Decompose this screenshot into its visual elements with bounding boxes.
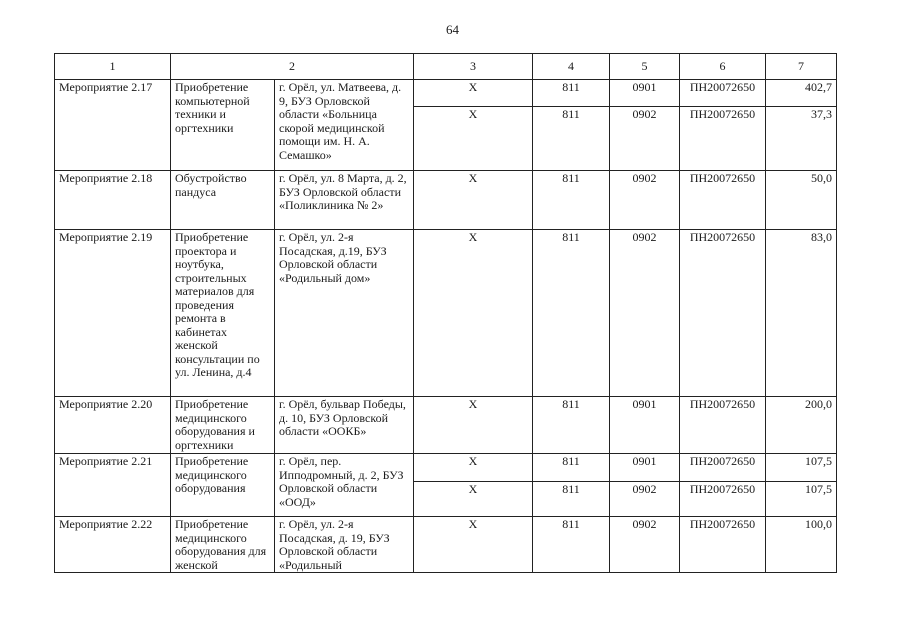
section-cell: 0901	[610, 454, 680, 482]
x-cell: Х	[414, 80, 533, 107]
target-cell: ПН20072650	[680, 80, 766, 107]
x-cell: Х	[414, 482, 533, 517]
col-header-2: 2	[171, 54, 414, 80]
col-header-6: 6	[680, 54, 766, 80]
col-header-5: 5	[610, 54, 680, 80]
section-cell: 0902	[610, 517, 680, 573]
event-cell: Мероприятие 2.20	[55, 397, 171, 454]
budget-table	[54, 53, 837, 573]
description-cell: Обустройство пандуса	[171, 171, 275, 230]
section-cell: 0902	[610, 230, 680, 397]
code-cell: 811	[533, 454, 610, 482]
location-cell: г. Орёл, пер. Ипподромный, д. 2, БУЗ Орловской области «ООД»	[275, 454, 414, 517]
table-row	[55, 171, 837, 230]
code-cell: 811	[533, 107, 610, 171]
target-cell: ПН20072650	[680, 171, 766, 230]
description-cell: Приобретение медицинского оборудования и оргтехники	[171, 397, 275, 454]
location-cell: г. Орёл, ул. 8 Марта, д. 2, БУЗ Орловской области «Поликлиника № 2»	[275, 171, 414, 230]
col-header-1: 1	[55, 54, 171, 80]
sum-cell: 83,0	[766, 230, 837, 397]
table-row	[55, 397, 837, 454]
description-cell: Приобретение медицинского оборудования	[171, 454, 275, 517]
location-cell: г. Орёл, ул. 2-я Посадская, д. 19, БУЗ Орловской области «Родильный	[275, 517, 414, 573]
x-cell: Х	[414, 171, 533, 230]
section-cell: 0902	[610, 107, 680, 171]
table-row	[55, 517, 837, 573]
header-row	[55, 54, 837, 80]
code-cell: 811	[533, 80, 610, 107]
location-cell: г. Орёл, ул. Матвеева, д. 9, БУЗ Орловской области «Больница скорой медицинской помощи им. Н. А. Семашко»	[275, 80, 414, 171]
sum-cell: 50,0	[766, 171, 837, 230]
target-cell: ПН20072650	[680, 230, 766, 397]
event-cell: Мероприятие 2.17	[55, 80, 171, 171]
section-cell: 0902	[610, 171, 680, 230]
page-number: 64	[446, 22, 459, 37]
location-cell: г. Орёл, бульвар Победы, д. 10, БУЗ Орловской области «ООКБ»	[275, 397, 414, 454]
event-cell: Мероприятие 2.19	[55, 230, 171, 397]
table-row	[55, 454, 837, 482]
section-cell: 0901	[610, 80, 680, 107]
x-cell: Х	[414, 454, 533, 482]
event-cell: Мероприятие 2.22	[55, 517, 171, 573]
table-row	[55, 230, 837, 397]
description-cell: Приобретение компьютерной техники и оргтехники	[171, 80, 275, 171]
sum-cell: 107,5	[766, 454, 837, 482]
sum-cell: 37,3	[766, 107, 837, 171]
x-cell: Х	[414, 397, 533, 454]
code-cell: 811	[533, 482, 610, 517]
code-cell: 811	[533, 171, 610, 230]
sum-cell: 107,5	[766, 482, 837, 517]
description-cell: Приобретение проектора и ноутбука, строительных материалов для проведения ремонта в кабинетах женской консультации по ул. Ленина, д.4	[171, 230, 275, 397]
event-cell: Мероприятие 2.18	[55, 171, 171, 230]
target-cell: ПН20072650	[680, 454, 766, 482]
target-cell: ПН20072650	[680, 397, 766, 454]
table-row	[55, 80, 837, 107]
sum-cell: 402,7	[766, 80, 837, 107]
code-cell: 811	[533, 517, 610, 573]
sum-cell: 100,0	[766, 517, 837, 573]
target-cell: ПН20072650	[680, 107, 766, 171]
x-cell: Х	[414, 517, 533, 573]
sum-cell: 200,0	[766, 397, 837, 454]
target-cell: ПН20072650	[680, 482, 766, 517]
col-header-4: 4	[533, 54, 610, 80]
section-cell: 0902	[610, 482, 680, 517]
description-cell: Приобретение медицинского оборудования для женской	[171, 517, 275, 573]
x-cell: Х	[414, 230, 533, 397]
section-cell: 0901	[610, 397, 680, 454]
code-cell: 811	[533, 397, 610, 454]
x-cell: Х	[414, 107, 533, 171]
target-cell: ПН20072650	[680, 517, 766, 573]
event-cell: Мероприятие 2.21	[55, 454, 171, 517]
location-cell: г. Орёл, ул. 2-я Посадская, д.19, БУЗ Орловской области «Родильный дом»	[275, 230, 414, 397]
code-cell: 811	[533, 230, 610, 397]
col-header-3: 3	[414, 54, 533, 80]
col-header-7: 7	[766, 54, 837, 80]
